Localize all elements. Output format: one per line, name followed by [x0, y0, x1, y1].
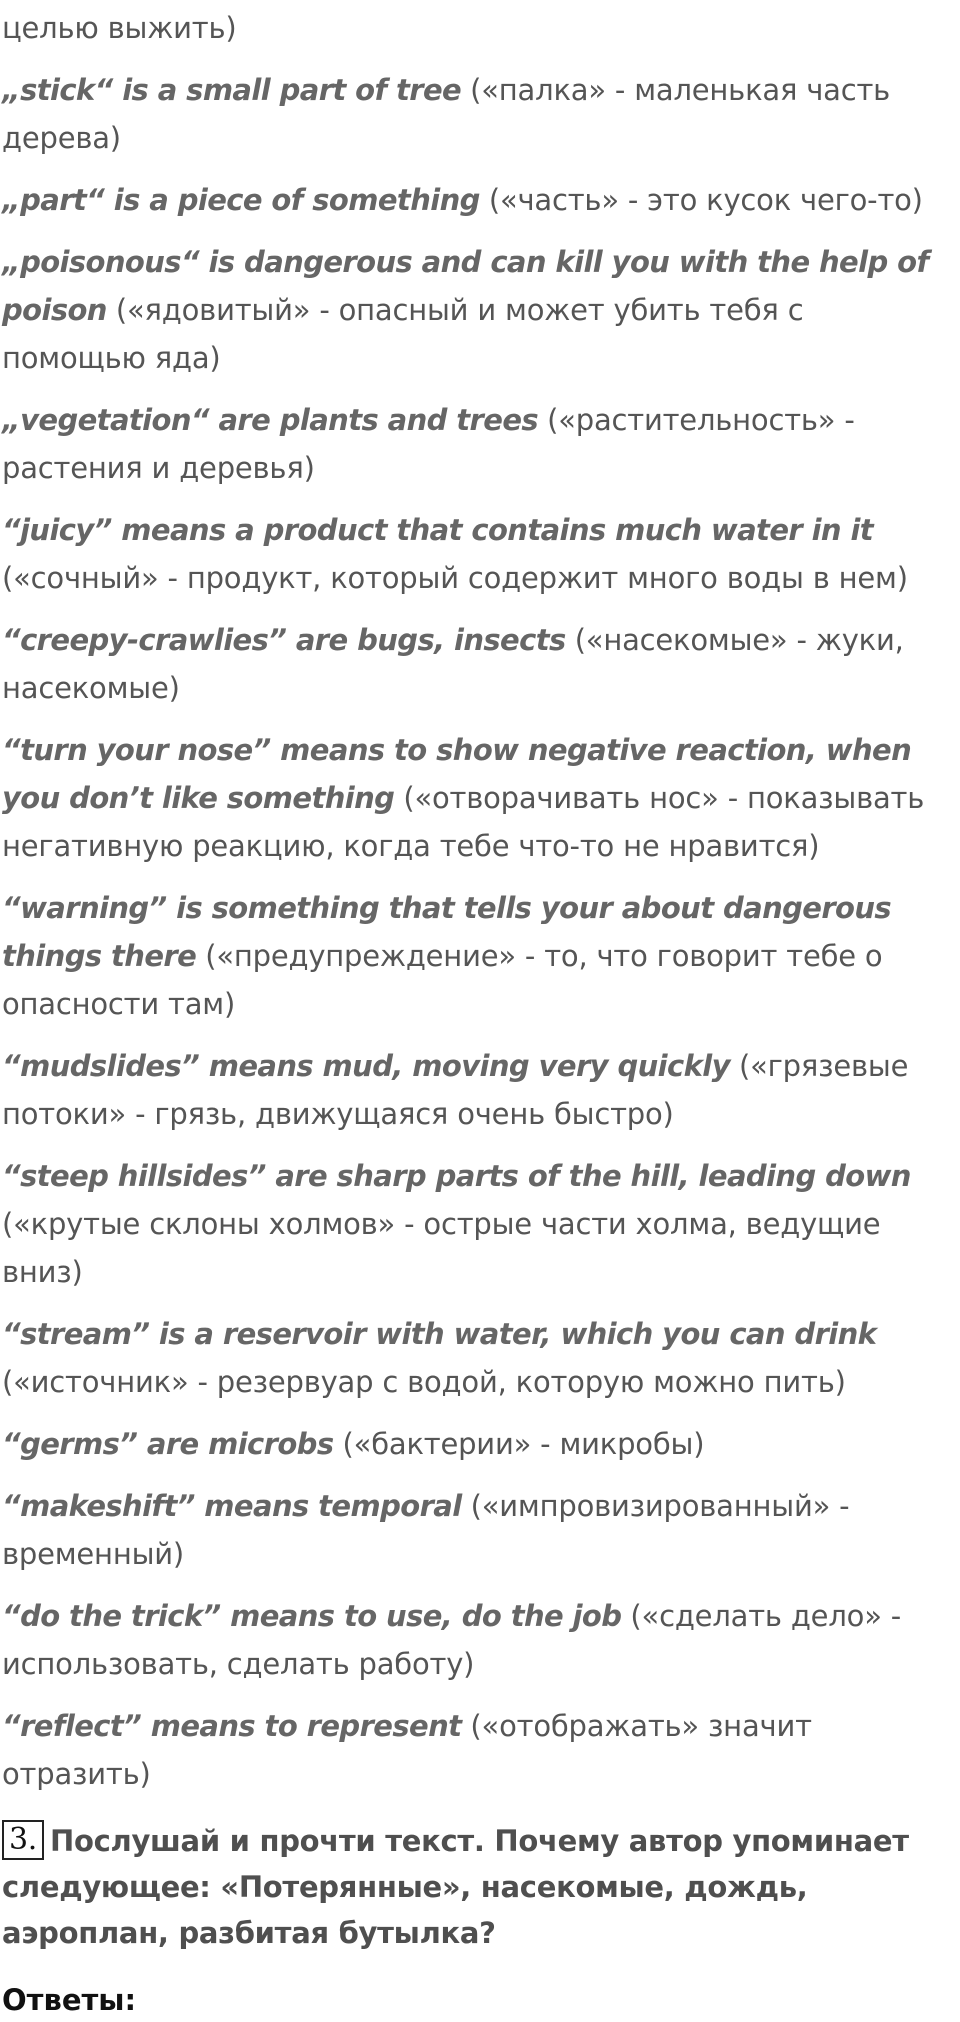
entry-russian: («часть» - это кусок чего-то)	[488, 183, 923, 217]
vocabulary-entry	[2, 1702, 960, 1798]
entry-english: “warning” is something that tells your about dangerous things there	[2, 891, 892, 973]
entry-english: “makeshift” means temporal	[2, 1489, 462, 1523]
intro-tail-text: целью выжить)	[2, 11, 237, 45]
entry-english: “mudslides” means mud, moving very quickly	[2, 1049, 730, 1083]
entry-russian: («предупреждение» - то, что говорит тебе о опасности там)	[2, 939, 883, 1021]
entry-russian: («ядовитый» - опасный и может убить тебя с помощью яда)	[2, 293, 804, 375]
task-heading	[2, 1818, 960, 1956]
entry-russian: («источник» - резервуар с водой, которую можно пить)	[2, 1365, 846, 1399]
entry-russian: («растительность» - растения и деревья)	[2, 403, 855, 485]
entry-english: “steep hillsides” are sharp parts of the hill, leading down	[2, 1159, 911, 1193]
entry-russian: («сочный» - продукт, который содержит много воды в нем)	[2, 561, 908, 595]
entry-english: “do the trick” means to use, do the job	[2, 1599, 622, 1633]
task-text: Послушай и прочти текст. Почему автор упоминает следующее: «Потерянные», насекомые, дождь, аэроплан, разбитая бутылка?	[2, 1824, 909, 1950]
entry-russian: («грязевые потоки» - грязь, движущаяся очень быстро)	[2, 1049, 909, 1131]
entry-english: “creepy-crawlies” are bugs, insects	[2, 623, 566, 657]
entry-russian: («отворачивать нос» - показывать негативную реакцию, когда тебе что-то не нравится)	[2, 781, 925, 863]
entry-english: „stick“ is a small part of tree	[2, 73, 462, 107]
entry-english: „part“ is a piece of something	[2, 183, 480, 217]
entry-english: “juicy” means a product that contains much water in it	[2, 513, 874, 547]
task-number-box: 3.	[2, 1820, 44, 1860]
entry-russian: («импровизированный» - временный)	[2, 1489, 850, 1571]
entry-english: “stream” is a reservoir with water, which you can drink	[2, 1317, 877, 1351]
entry-english: „poisonous“ is dangerous and can kill you with the help of poison	[2, 245, 929, 327]
vocabulary-entry	[2, 616, 960, 712]
entry-russian: («палка» - маленькая часть дерева)	[2, 73, 891, 155]
vocabulary-entry	[2, 1310, 960, 1406]
entry-russian: («бактерии» - микробы)	[342, 1427, 705, 1461]
vocabulary-entry	[2, 884, 960, 1028]
vocabulary-entry	[2, 238, 960, 382]
vocabulary-entry	[2, 1042, 960, 1138]
vocabulary-entry	[2, 1592, 960, 1688]
vocabulary-entry	[2, 1152, 960, 1296]
entry-english: “germs” are microbs	[2, 1427, 334, 1461]
vocabulary-entry	[2, 1482, 960, 1578]
vocabulary-entry	[2, 506, 960, 602]
entry-russian: («крутые склоны холмов» - острые части холма, ведущие вниз)	[2, 1207, 881, 1289]
entry-english: “reflect” means to represent	[2, 1709, 462, 1743]
entry-russian: («сделать дело» - использовать, сделать работу)	[2, 1599, 902, 1681]
vocabulary-entry	[2, 176, 960, 224]
vocabulary-entry	[2, 396, 960, 492]
vocabulary-list	[2, 66, 960, 1798]
entry-english: “turn your nose” means to show negative reaction, when you don’t like something	[2, 733, 912, 815]
entry-russian: («насекомые» - жуки, насекомые)	[2, 623, 904, 705]
entry-russian: («отображать» значит отразить)	[2, 1709, 812, 1791]
vocabulary-entry	[2, 726, 960, 870]
vocabulary-entry	[2, 66, 960, 162]
vocabulary-entry	[2, 1420, 960, 1468]
entry-english: „vegetation“ are plants and trees	[2, 403, 539, 437]
answers-label: Ответы:	[2, 1983, 137, 2017]
